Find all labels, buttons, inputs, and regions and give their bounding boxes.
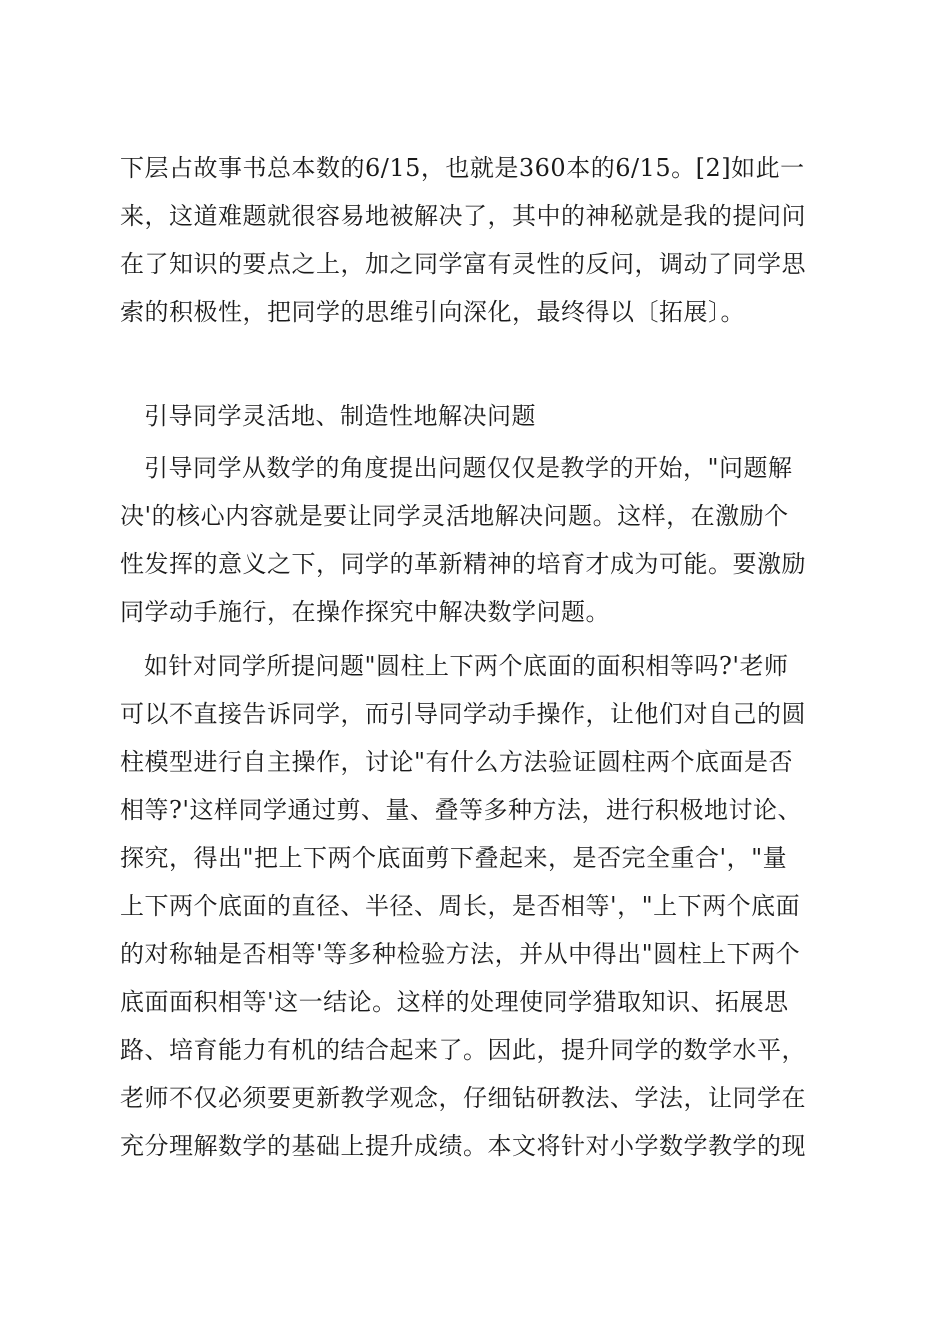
paragraph-3-line-4: 相等?'这样同学通过剪、量、叠等多种方法，进行积极地讨论、 (120, 796, 802, 824)
paragraph-3-line-11: 充分理解数学的基础上提升成绩。本文将针对小学数学教学的现 (120, 1132, 806, 1160)
paragraph-1-line-3: 在了知识的要点之上，加之同学富有灵性的反问，调动了同学思 (120, 250, 806, 278)
paragraph-3-line-1: 如针对同学所提问题"圆柱上下两个底面的面积相等吗?'老师 (144, 652, 789, 680)
section-heading: 引导同学灵活地、制造性地解决问题 (144, 402, 536, 430)
paragraph-3-line-5: 探究，得出"把上下两个底面剪下叠起来，是否完全重合'，"量 (120, 844, 788, 872)
paragraph-3-line-8: 底面面积相等'这一结论。这样的处理使同学猎取知识、拓展思 (120, 988, 789, 1016)
paragraph-3-line-7: 的对称轴是否相等'等多种检验方法，并从中得出"圆柱上下两个 (120, 940, 801, 968)
paragraph-2-line-4: 同学动手施行，在操作探究中解决数学问题。 (120, 598, 610, 626)
paragraph-1-line-4: 索的积极性，把同学的思维引向深化，最终得以〔拓展〕。 (120, 298, 745, 326)
paragraph-3-line-9: 路、培育能力有机的结合起来了。因此，提升同学的数学水平， (120, 1036, 806, 1064)
paragraph-3-line-10: 老师不仅必须要更新教学观念，仔细钻研教法、学法，让同学在 (120, 1084, 806, 1112)
paragraph-2-line-1: 引导同学从数学的角度提出问题仅仅是教学的开始，"问题解 (144, 454, 793, 482)
paragraph-2-line-2: 决'的核心内容就是要让同学灵活地解决问题。这样，在激励个 (120, 502, 789, 530)
paragraph-1-line-1: 下层占故事书总本数的6/15，也就是360本的6/15。[2]如此一 (120, 154, 805, 182)
paragraph-3-line-6: 上下两个底面的直径、半径、周长，是否相等'，"上下两个底面 (120, 892, 801, 920)
paragraph-1-line-2: 来，这道难题就很容易地被解决了，其中的神秘就是我的提问问 (120, 202, 806, 230)
paragraph-3-line-3: 柱模型进行自主操作，讨论"有什么方法验证圆柱两个底面是否 (120, 748, 794, 776)
paragraph-3-line-2: 可以不直接告诉同学，而引导同学动手操作，让他们对自己的圆 (120, 700, 806, 728)
paragraph-2-line-3: 性发挥的意义之下，同学的革新精神的培育才成为可能。要激励 (120, 550, 806, 578)
